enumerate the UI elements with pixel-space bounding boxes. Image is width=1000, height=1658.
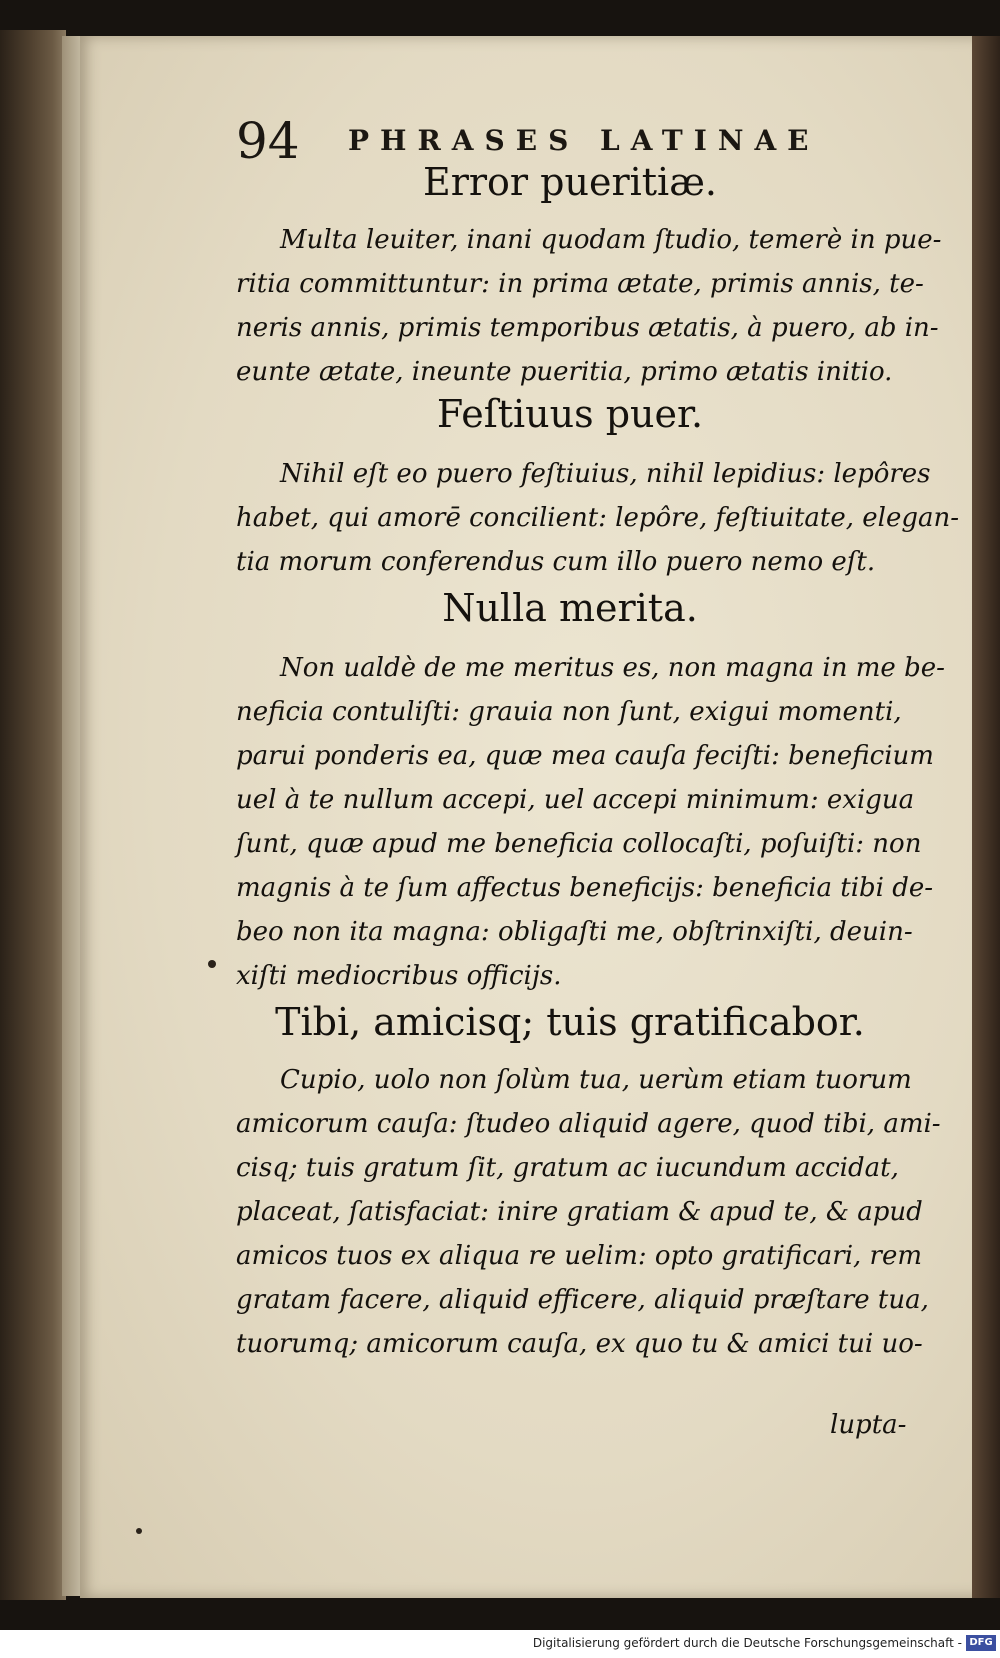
- text-line: xiſti mediocribus officijs.: [236, 961, 562, 991]
- text-line: habet, qui amorē concilient: lepôre, feſtiuitate, elegan-: [236, 503, 960, 533]
- text-line: amicos tuos ex aliqua re uelim: opto gratificari, rem: [236, 1241, 923, 1271]
- text-line: gratam facere, aliquid efficere, aliquid præſtare tua,: [236, 1285, 929, 1315]
- ink-spot: [208, 960, 216, 968]
- text-line: magnis à te ſum affectus beneficijs: beneficia tibi de-: [236, 873, 934, 903]
- text-line: uel à te nullum accepi, uel accepi minimum: exigua: [236, 785, 915, 815]
- section-body: [236, 452, 960, 584]
- text-line: Nihil eſt eo puero feſtiuius, nihil lepidius: lepôres: [280, 459, 931, 489]
- section-body: [236, 646, 956, 998]
- text-line: neficia contuliſti: grauia non ſunt, exigui momenti,: [236, 697, 902, 727]
- text-line: tia morum conferendus cum illo puero nemo eſt.: [236, 547, 876, 577]
- section-body: [236, 1058, 956, 1366]
- text-line: ſunt, quæ apud me beneficia collocaſti, poſuiſti: non: [236, 829, 922, 859]
- ink-spot: [136, 1528, 142, 1534]
- catchword: lupta-: [830, 1410, 907, 1440]
- section-heading: Tibi, amicisq; tuis gratificabor.: [275, 1000, 865, 1044]
- text-line: beo non ita magna: obligaſti me, obſtrinxiſti, deuin-: [236, 917, 913, 947]
- text-line: placeat, ſatisfaciat: inire gratiam & apud te, & apud: [236, 1197, 923, 1227]
- funding-credit: Digitalisierung gefördert durch die Deutsche Forschungsgemeinschaft -: [532, 1636, 962, 1650]
- running-head: PHRASES LATINAE: [348, 124, 820, 157]
- text-line: Cupio, uolo non ſolùm tua, uerùm etiam tuorum: [280, 1065, 912, 1095]
- text-line: eunte ætate, ineunte pueritia, primo ætatis initio.: [236, 357, 893, 387]
- text-line: amicorum cauſa: ſtudeo aliquid agere, quod tibi, ami-: [236, 1109, 941, 1139]
- text-line: Non ualdè de me meritus es, non magna in me be-: [280, 653, 945, 683]
- section-heading: Nulla merita.: [442, 586, 698, 630]
- page-number: 94: [236, 112, 300, 170]
- text-line: Multa leuiter, inani quodam ſtudio, temerè in pue-: [280, 225, 942, 255]
- digitization-footer: [0, 1630, 1000, 1658]
- dfg-logo-icon: DFG: [966, 1635, 996, 1651]
- text-line: tuorumq; amicorum cauſa, ex quo tu & amici tui uo-: [236, 1329, 923, 1359]
- section-body: [236, 218, 956, 394]
- text-line: neris annis, primis temporibus ætatis, à puero, ab in-: [236, 313, 939, 343]
- section-heading: Error pueritiæ.: [422, 160, 718, 204]
- text-line: ritia committuntur: in prima ætate, primis annis, te-: [236, 269, 924, 299]
- book-spine: [0, 30, 66, 1600]
- section-heading: Feſtiuus puer.: [436, 392, 704, 436]
- page-fore-edge: [972, 36, 1000, 1598]
- text-line: cisq; tuis gratum ſit, gratum ac iucundum accidat,: [236, 1153, 899, 1183]
- text-line: parui ponderis ea, quæ mea cauſa feciſti: beneficium: [236, 741, 934, 771]
